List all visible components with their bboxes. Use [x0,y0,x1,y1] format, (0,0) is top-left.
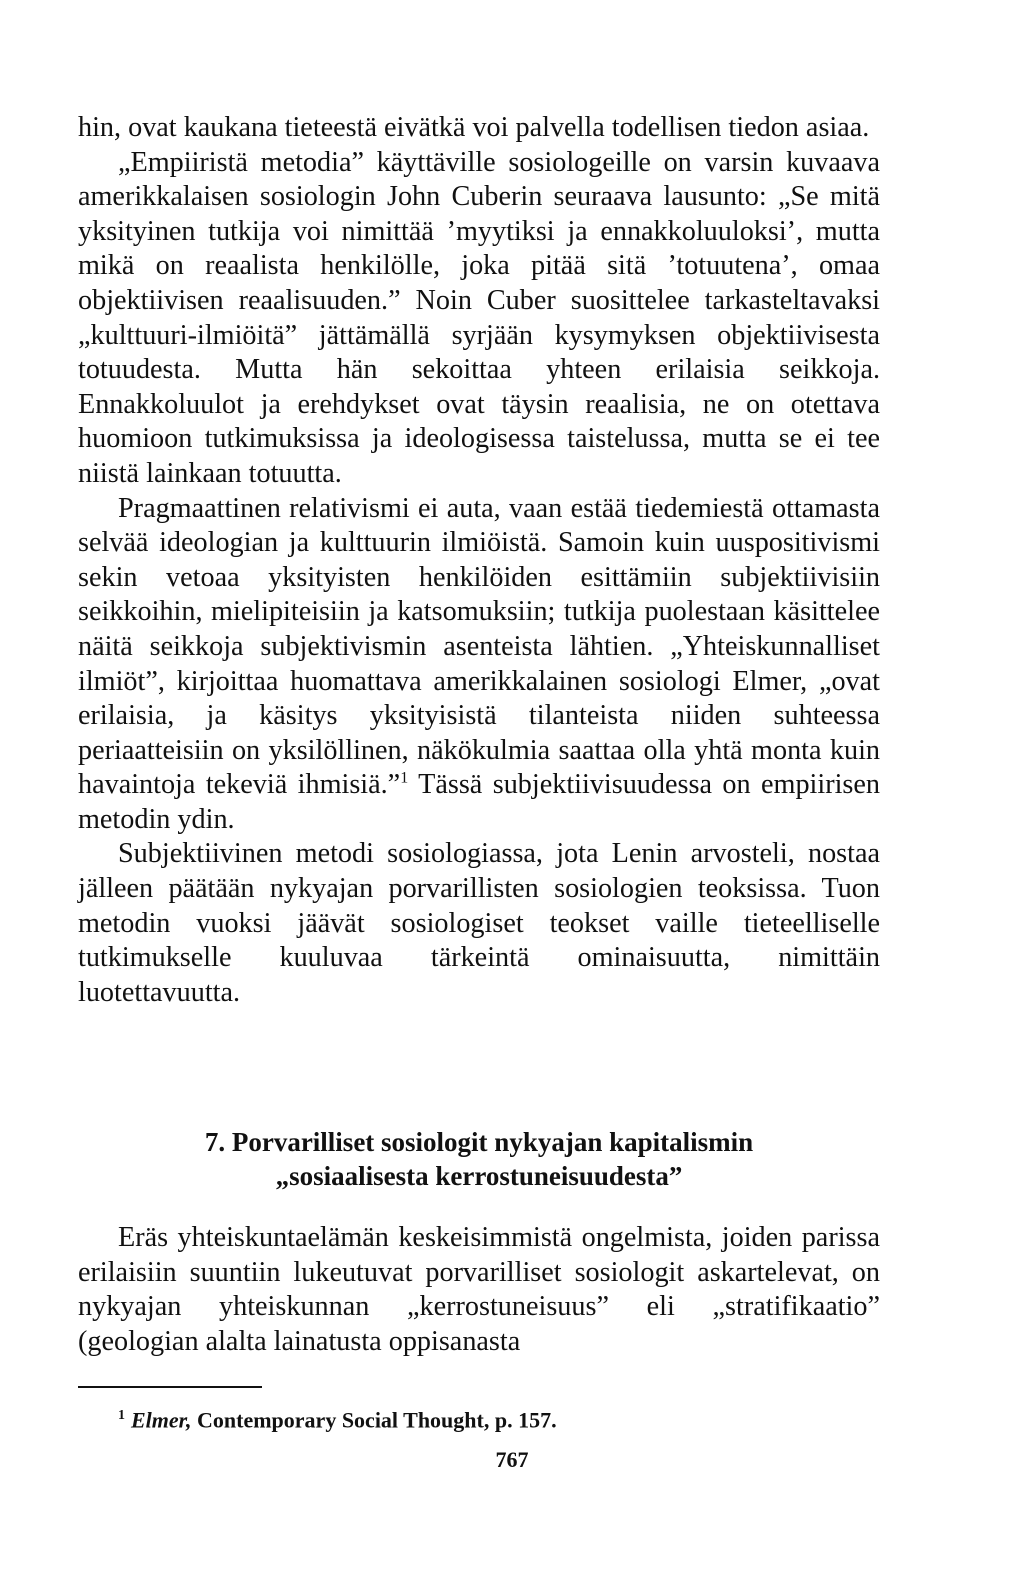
paragraph-section-intro: Eräs yhteiskuntaelämän keskeisimmistä ongelmista, joiden parissa erilaisiin suuntiin lukeutuvat porvarilliset sosiologit askartelevat, on nykyajan yhteiskunnan „kerrostuneisuus” eli „stratifikaatio” (geologian alalta lainatusta oppisanasta [78,1222,880,1357]
section-body [78,1221,880,1359]
paragraph-pragmaattinen-relativismi [78,492,880,838]
paragraph-empiirista-metodia: „Empiiristä metodia” käyttäville sosiologeille on varsin kuvaava amerikkalaisen sosiologin John Cuberin seuraava lausunto: „Se mitä yksityinen tutkija voi nimittää ’myytiksi ja ennakkoluuloksi’, mutta mikä on reaalista henkilölle, joka pitää sitä ’totuutena’, omaa objektiivisen reaalisuuden.” Noin Cuber suosittelee tarkasteltavaksi „kulttuuri-ilmiöitä” jättämällä syrjään kysymyksen objektiivisesta totuudesta. Mutta hän sekoittaa yhteen erilaisia seikkoja. Ennakkoluulot ja erehdykset ovat täysin reaalisia, ne on otettava huomioon tutkimuksissa ja ideologisessa taistelussa, mutta se ei tee niistä lainkaan totuutta. [78,146,880,489]
footnote-reference: 1 [400,769,409,787]
footnote-number: 1 [118,1408,125,1423]
paragraph-pragmaattinen-tail: Tässä subjektiivisuudessa on empiirisen metodin ydin. [78,769,880,835]
footnote-text: Contemporary Social Thought, p. 157. [197,1407,557,1433]
footnote [118,1402,557,1434]
body-text [78,111,880,1010]
paragraph-continuation: hin, ovat kaukana tieteestä eivätkä voi palvella todellisen tiedon asiaa. [78,112,870,143]
paragraph-pragmaattinen-text: Pragmaattinen relativismi ei auta, vaan estää tiedemiestä ottamasta selvää ideologian ja kulttuurin ilmiöistä. Samoin kuin uuspositivismi sekin vetoaa yksityisten henkilöiden esittämiin subjektiivisiin seikkoihin, mielipiteisiin ja katsomuksiin; tutkija puolestaan käsittelee näitä seikkoja subjektivismin asenteista lähtien. „Yhteiskunnalliset ilmiöt”, kirjoittaa huomattava amerikkalainen sosiologi Elmer, „ovat erilaisia, ja käsitys yksityisistä tilanteista niiden suhteessa periaatteisiin on yksilöllinen, näkökulmia saattaa olla yhtä monta kuin havaintoja tekeviä ihmisiä.” [78,492,880,801]
page-number: 767 [495,1447,529,1472]
section-heading-line-2: „sosiaalisesta kerrostuneisuudesta” [275,1161,683,1191]
section-heading [78,1125,880,1193]
paragraph-subjektiivinen-metodi: Subjektiivinen metodi sosiologiassa, jota Lenin arvosteli, nostaa jälleen päätään nykyajan porvarillisten sosiologien teoksissa. Tuon metodin vuoksi jäävät sosiologiset teokset vaille tieteelliselle tutkimukselle kuuluvaa tärkeintä ominaisuutta, nimittäin luotettavuutta. [78,838,880,1008]
section-heading-line-1: 7. Porvarilliset sosiologit nykyajan kapitalismin [204,1127,754,1157]
footnote-author: Elmer, [131,1407,192,1433]
footnote-divider [78,1386,262,1388]
